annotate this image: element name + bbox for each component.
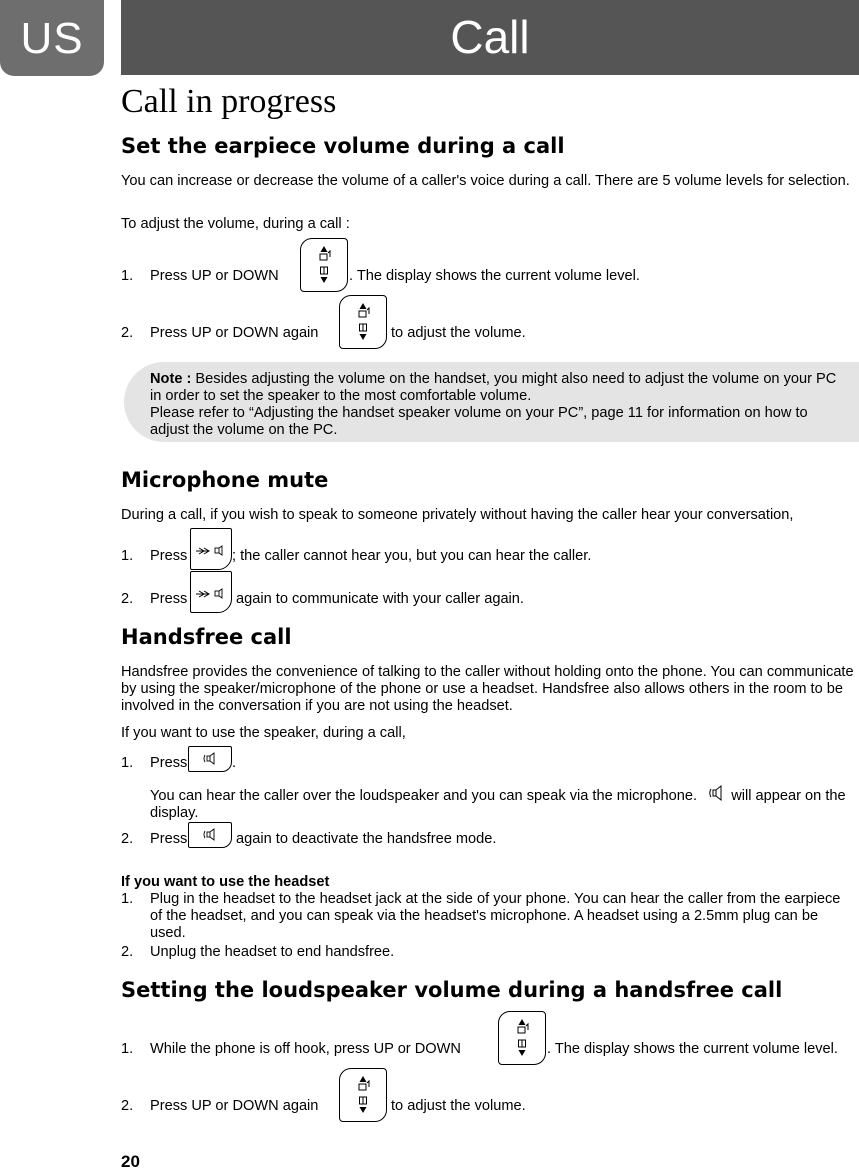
- up-down-volume-key-icon: [300, 238, 348, 292]
- handsfree-heading: Handsfree call: [121, 625, 292, 649]
- headset-heading: If you want to use the headset: [121, 874, 330, 890]
- headset-step-1-number: 1.: [121, 891, 134, 907]
- step-text-after: .: [232, 755, 237, 771]
- loudspeaker-step-1: [0, 1011, 859, 1067]
- detail-text: You can hear the caller over the loudspeaker and you can speak via the microphone.: [150, 788, 698, 804]
- step-text-after: again to communicate with your caller again.: [236, 591, 524, 607]
- microphone-mute-key-icon: [190, 528, 232, 570]
- step-text-after: ; the caller cannot hear you, but you can hear the caller.: [232, 548, 592, 564]
- language-tab-label: US: [20, 13, 84, 63]
- step-text: Press: [150, 831, 188, 847]
- mute-intro: During a call, if you wish to speak to someone privately without having the caller hear your conversation,: [121, 507, 794, 523]
- step-number: 1.: [121, 268, 134, 284]
- handsfree-speaker-key-icon: [188, 746, 232, 772]
- step-text-after: again to deactivate the handsfree mode.: [236, 831, 497, 847]
- step-text: Press UP or DOWN: [150, 268, 279, 284]
- up-down-volume-key-icon: [339, 1068, 387, 1122]
- mute-step-2: [0, 571, 859, 615]
- mute-heading: Microphone mute: [121, 468, 329, 492]
- chapter-title: Call: [450, 11, 530, 63]
- step-number: 2.: [121, 831, 134, 847]
- loudspeaker-heading: Setting the loudspeaker volume during a handsfree call: [121, 978, 783, 1002]
- up-down-volume-key-icon: [498, 1011, 546, 1065]
- note-paragraph-1: [150, 371, 843, 405]
- earpiece-lead: To adjust the volume, during a call :: [121, 216, 350, 232]
- language-tab: [0, 0, 104, 76]
- mute-step-1: [0, 528, 859, 572]
- earpiece-intro: You can increase or decrease the volume of a caller's voice during a call. There are 5 volume levels for selection.: [121, 173, 850, 189]
- step-text: Press UP or DOWN again: [150, 1098, 319, 1114]
- step-number: 1.: [121, 548, 134, 564]
- step-text-after: . The display shows the current volume level.: [547, 1041, 838, 1057]
- step-text: Press: [150, 755, 188, 771]
- note-box: [124, 362, 859, 442]
- step-text-after: . The display shows the current volume level.: [349, 268, 640, 284]
- earpiece-step-1: [0, 238, 859, 294]
- handsfree-step-1: [0, 746, 859, 774]
- headset-step-1: Plug in the headset to the headset jack at the side of your phone. You can hear the caller from the earpiece of the headset, and you can speak via the headset's microphone. A headset using a 2.5mm plug can be used.: [150, 891, 841, 941]
- step-text: Press UP or DOWN again: [150, 325, 319, 341]
- step-text-after: to adjust the volume.: [391, 1098, 526, 1114]
- note-text-2: Please refer to “Adjusting the handset speaker volume on your PC”, page 11 for information on how to adjust the volume on the PC.: [150, 405, 808, 438]
- loudspeaker-step-2: [0, 1068, 859, 1124]
- step-text-after: to adjust the volume.: [391, 325, 526, 341]
- headset-step-2-number: 2.: [121, 944, 134, 960]
- speaker-symbol-icon: [707, 783, 725, 800]
- step-number: 2.: [121, 1098, 134, 1114]
- step-number: 2.: [121, 591, 134, 607]
- page-number: 20: [121, 1152, 140, 1171]
- step-number: 1.: [121, 755, 134, 771]
- step-text: Press: [150, 591, 188, 607]
- handsfree-intro: Handsfree provides the convenience of talking to the caller without holding onto the phone. You can communicate by using the speaker/microphone of the phone or use a headset. Handsfree also allows others in the room to be involved in the conversation if you are not using the headset.: [121, 664, 854, 714]
- step-number: 2.: [121, 325, 134, 341]
- header-bar: [121, 0, 859, 75]
- earpiece-heading: Set the earpiece volume during a call: [121, 134, 565, 158]
- page-title: Call in progress: [121, 83, 337, 120]
- microphone-mute-key-icon: [190, 571, 232, 613]
- step-number: 1.: [121, 1041, 134, 1057]
- handsfree-lead: If you want to use the speaker, during a call,: [121, 725, 406, 741]
- detail-text-after: will appear on the display.: [150, 788, 846, 821]
- step-text: Press: [150, 548, 188, 564]
- step-text: While the phone is off hook, press UP or DOWN: [150, 1041, 461, 1057]
- note-text-1: Besides adjusting the volume on the handset, you might also need to adjust the volume on your PC in order to set the speaker to the most comfortable volume.: [150, 371, 837, 404]
- earpiece-step-2: [0, 295, 859, 351]
- handsfree-step-1-detail: [150, 783, 856, 819]
- handsfree-step-2: [0, 822, 859, 850]
- note-label: Note :: [150, 371, 192, 387]
- handsfree-speaker-key-icon: [188, 822, 232, 848]
- headset-step-2: Unplug the headset to end handsfree.: [150, 944, 395, 960]
- up-down-volume-key-icon: [339, 295, 387, 349]
